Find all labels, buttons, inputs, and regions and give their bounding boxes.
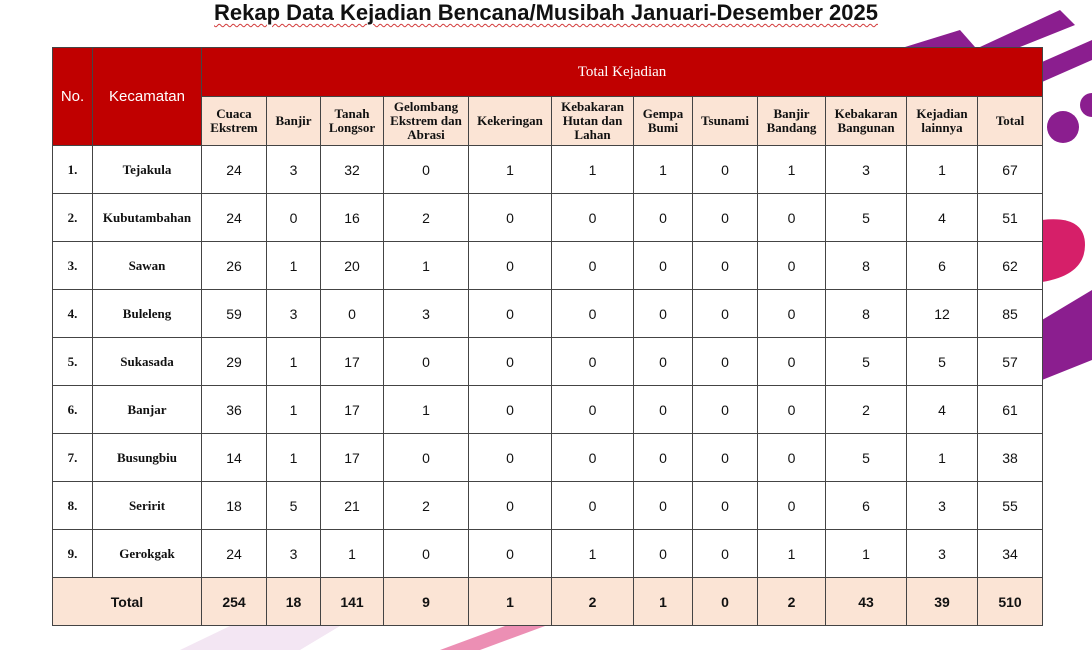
value-cell: 0: [469, 338, 552, 386]
total-value-cell: 510: [978, 578, 1043, 626]
kecamatan-name: Busungbiu: [93, 434, 202, 482]
value-cell: 57: [978, 338, 1043, 386]
value-cell: 0: [634, 194, 693, 242]
value-cell: 1: [634, 146, 693, 194]
value-cell: 17: [321, 434, 384, 482]
value-cell: 61: [978, 386, 1043, 434]
table-row: [53, 242, 1043, 290]
value-cell: 1: [267, 434, 321, 482]
no-header: No.: [53, 48, 93, 146]
value-cell: 24: [202, 530, 267, 578]
table-row: [53, 290, 1043, 338]
table-row: [53, 434, 1043, 482]
value-cell: 8: [826, 290, 907, 338]
value-cell: 24: [202, 194, 267, 242]
value-cell: 0: [758, 194, 826, 242]
row-number: 9.: [53, 530, 93, 578]
column-header: Kekeringan: [469, 97, 552, 146]
value-cell: 3: [907, 482, 978, 530]
value-cell: 0: [469, 290, 552, 338]
value-cell: 62: [978, 242, 1043, 290]
value-cell: 17: [321, 338, 384, 386]
value-cell: 1: [907, 434, 978, 482]
value-cell: 0: [634, 434, 693, 482]
column-header: Gelombang Ekstrem dan Abrasi: [384, 97, 469, 146]
table-body: [53, 146, 1043, 626]
value-cell: 0: [634, 242, 693, 290]
value-cell: 36: [202, 386, 267, 434]
value-cell: 0: [469, 242, 552, 290]
value-cell: 0: [693, 434, 758, 482]
value-cell: 0: [634, 290, 693, 338]
table-row: [53, 146, 1043, 194]
value-cell: 1: [758, 146, 826, 194]
value-cell: 0: [758, 338, 826, 386]
value-cell: 5: [267, 482, 321, 530]
header-row-columns: [53, 97, 1043, 146]
value-cell: 5: [826, 434, 907, 482]
value-cell: 59: [202, 290, 267, 338]
value-cell: 2: [384, 194, 469, 242]
value-cell: 3: [267, 290, 321, 338]
kecamatan-name: Banjar: [93, 386, 202, 434]
value-cell: 1: [267, 386, 321, 434]
value-cell: 0: [634, 482, 693, 530]
table-row: [53, 194, 1043, 242]
value-cell: 85: [978, 290, 1043, 338]
value-cell: 12: [907, 290, 978, 338]
value-cell: 0: [693, 386, 758, 434]
value-cell: 14: [202, 434, 267, 482]
row-number: 6.: [53, 386, 93, 434]
value-cell: 0: [552, 194, 634, 242]
value-cell: 0: [758, 242, 826, 290]
value-cell: 17: [321, 386, 384, 434]
total-value-cell: 9: [384, 578, 469, 626]
value-cell: 0: [693, 290, 758, 338]
kecamatan-name: Buleleng: [93, 290, 202, 338]
value-cell: 0: [693, 530, 758, 578]
value-cell: 0: [267, 194, 321, 242]
total-value-cell: 43: [826, 578, 907, 626]
row-number: 5.: [53, 338, 93, 386]
row-number: 8.: [53, 482, 93, 530]
value-cell: 2: [384, 482, 469, 530]
value-cell: 3: [384, 290, 469, 338]
total-value-cell: 2: [758, 578, 826, 626]
value-cell: 0: [552, 482, 634, 530]
rekap-table: [52, 47, 1043, 626]
value-cell: 0: [469, 482, 552, 530]
value-cell: 0: [758, 290, 826, 338]
total-value-cell: 1: [634, 578, 693, 626]
value-cell: 0: [693, 482, 758, 530]
value-cell: 0: [552, 434, 634, 482]
value-cell: 4: [907, 194, 978, 242]
value-cell: 1: [552, 530, 634, 578]
value-cell: 1: [384, 242, 469, 290]
column-header: Kejadian lainnya: [907, 97, 978, 146]
kecamatan-header: Kecamatan: [93, 48, 202, 146]
value-cell: 18: [202, 482, 267, 530]
value-cell: 55: [978, 482, 1043, 530]
column-header: Cuaca Ekstrem: [202, 97, 267, 146]
value-cell: 0: [384, 434, 469, 482]
column-header: Total: [978, 97, 1043, 146]
value-cell: 3: [907, 530, 978, 578]
value-cell: 0: [384, 530, 469, 578]
total-value-cell: 1: [469, 578, 552, 626]
value-cell: 6: [826, 482, 907, 530]
value-cell: 1: [826, 530, 907, 578]
kecamatan-name: Tejakula: [93, 146, 202, 194]
value-cell: 0: [693, 242, 758, 290]
value-cell: 1: [758, 530, 826, 578]
column-header: Gempa Bumi: [634, 97, 693, 146]
table-row: [53, 482, 1043, 530]
kecamatan-name: Sukasada: [93, 338, 202, 386]
column-header: Kebakaran Hutan dan Lahan: [552, 97, 634, 146]
value-cell: 3: [826, 146, 907, 194]
value-cell: 21: [321, 482, 384, 530]
value-cell: 51: [978, 194, 1043, 242]
value-cell: 20: [321, 242, 384, 290]
kecamatan-name: Sawan: [93, 242, 202, 290]
column-header: Kebakaran Bangunan: [826, 97, 907, 146]
kecamatan-name: Gerokgak: [93, 530, 202, 578]
value-cell: 1: [267, 338, 321, 386]
value-cell: 1: [907, 146, 978, 194]
value-cell: 0: [758, 386, 826, 434]
value-cell: 0: [321, 290, 384, 338]
value-cell: 1: [267, 242, 321, 290]
value-cell: 0: [552, 242, 634, 290]
value-cell: 0: [634, 530, 693, 578]
value-cell: 1: [552, 146, 634, 194]
value-cell: 6: [907, 242, 978, 290]
value-cell: 2: [826, 386, 907, 434]
total-kejadian-header: Total Kejadian: [202, 48, 1043, 97]
total-value-cell: 0: [693, 578, 758, 626]
value-cell: 3: [267, 146, 321, 194]
value-cell: 0: [469, 530, 552, 578]
value-cell: 0: [693, 194, 758, 242]
total-row: [53, 578, 1043, 626]
value-cell: 0: [469, 194, 552, 242]
value-cell: 8: [826, 242, 907, 290]
value-cell: 0: [758, 434, 826, 482]
value-cell: 0: [693, 146, 758, 194]
value-cell: 32: [321, 146, 384, 194]
row-number: 2.: [53, 194, 93, 242]
column-header: Tanah Longsor: [321, 97, 384, 146]
total-value-cell: 2: [552, 578, 634, 626]
table-row: [53, 530, 1043, 578]
value-cell: 0: [469, 434, 552, 482]
value-cell: 0: [384, 338, 469, 386]
value-cell: 0: [693, 338, 758, 386]
row-number: 7.: [53, 434, 93, 482]
value-cell: 29: [202, 338, 267, 386]
value-cell: 5: [907, 338, 978, 386]
value-cell: 0: [552, 338, 634, 386]
row-number: 4.: [53, 290, 93, 338]
header-row-top: [53, 48, 1043, 97]
value-cell: 1: [469, 146, 552, 194]
column-header: Banjir Bandang: [758, 97, 826, 146]
value-cell: 0: [469, 386, 552, 434]
value-cell: 5: [826, 194, 907, 242]
value-cell: 0: [634, 338, 693, 386]
value-cell: 3: [267, 530, 321, 578]
row-number: 1.: [53, 146, 93, 194]
value-cell: 0: [634, 386, 693, 434]
total-label: Total: [53, 578, 202, 626]
value-cell: 0: [552, 290, 634, 338]
kecamatan-name: Seririt: [93, 482, 202, 530]
value-cell: 0: [758, 482, 826, 530]
value-cell: 0: [384, 146, 469, 194]
page-title: Rekap Data Kejadian Bencana/Musibah Januari-Desember 2025: [214, 0, 878, 25]
column-header: Banjir: [267, 97, 321, 146]
value-cell: 24: [202, 146, 267, 194]
total-value-cell: 254: [202, 578, 267, 626]
value-cell: 1: [384, 386, 469, 434]
value-cell: 67: [978, 146, 1043, 194]
value-cell: 16: [321, 194, 384, 242]
total-value-cell: 18: [267, 578, 321, 626]
total-value-cell: 141: [321, 578, 384, 626]
kecamatan-name: Kubutambahan: [93, 194, 202, 242]
value-cell: 0: [552, 386, 634, 434]
value-cell: 26: [202, 242, 267, 290]
column-header: Tsunami: [693, 97, 758, 146]
total-value-cell: 39: [907, 578, 978, 626]
value-cell: 5: [826, 338, 907, 386]
row-number: 3.: [53, 242, 93, 290]
value-cell: 1: [321, 530, 384, 578]
value-cell: 38: [978, 434, 1043, 482]
table-row: [53, 386, 1043, 434]
value-cell: 34: [978, 530, 1043, 578]
table-row: [53, 338, 1043, 386]
value-cell: 4: [907, 386, 978, 434]
